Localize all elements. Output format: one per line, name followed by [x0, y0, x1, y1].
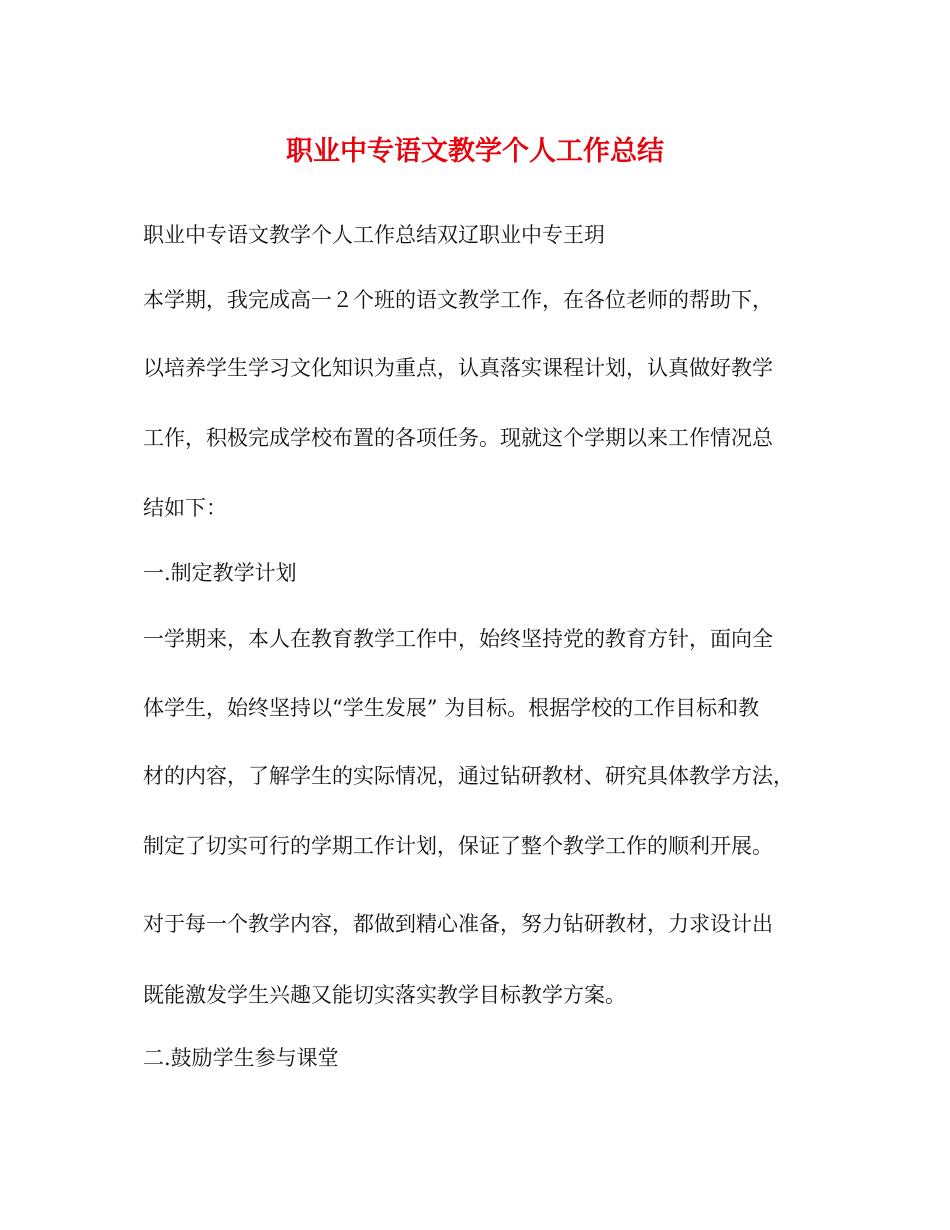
section-heading-1: 一.制定教学计划 — [143, 561, 297, 585]
paragraph-line: 既能激发学生兴趣又能切实落实教学目标教学方案。 — [143, 983, 626, 1007]
paragraph-line: 体学生，始终坚持以“学生发展” 为目标。根据学校的工作目标和教 — [143, 696, 760, 720]
paragraph-line: 结如下： — [143, 496, 227, 520]
paragraph-line: 一学期来，本人在教育教学工作中，始终坚持党的教育方针，面向全 — [143, 627, 773, 651]
paragraph-line: 对于每一个教学内容，都做到精心准备，努力钻研教材，力求设计出 — [143, 912, 773, 936]
paragraph-line: 制定了切实可行的学期工作计划，保证了整个教学工作的顺利开展。 — [143, 834, 773, 858]
document-title: 职业中专语文教学个人工作总结 — [286, 136, 664, 167]
paragraph-line: 材的内容，了解学生的实际情况，通过钻研教材、研究具体教学方法， — [143, 764, 794, 788]
paragraph-line: 本学期，我完成高一２个班的语文教学工作，在各位老师的帮助下， — [143, 288, 773, 312]
author-line: 职业中专语文教学个人工作总结双辽职业中专王玥 — [143, 223, 605, 247]
paragraph-line: 以培养学生学习文化知识为重点，认真落实课程计划，认真做好教学 — [143, 356, 773, 380]
paragraph-line: 工作，积极完成学校布置的各项任务。现就这个学期以来工作情况总 — [143, 426, 773, 450]
section-heading-2: 二.鼓励学生参与课堂 — [143, 1046, 339, 1070]
